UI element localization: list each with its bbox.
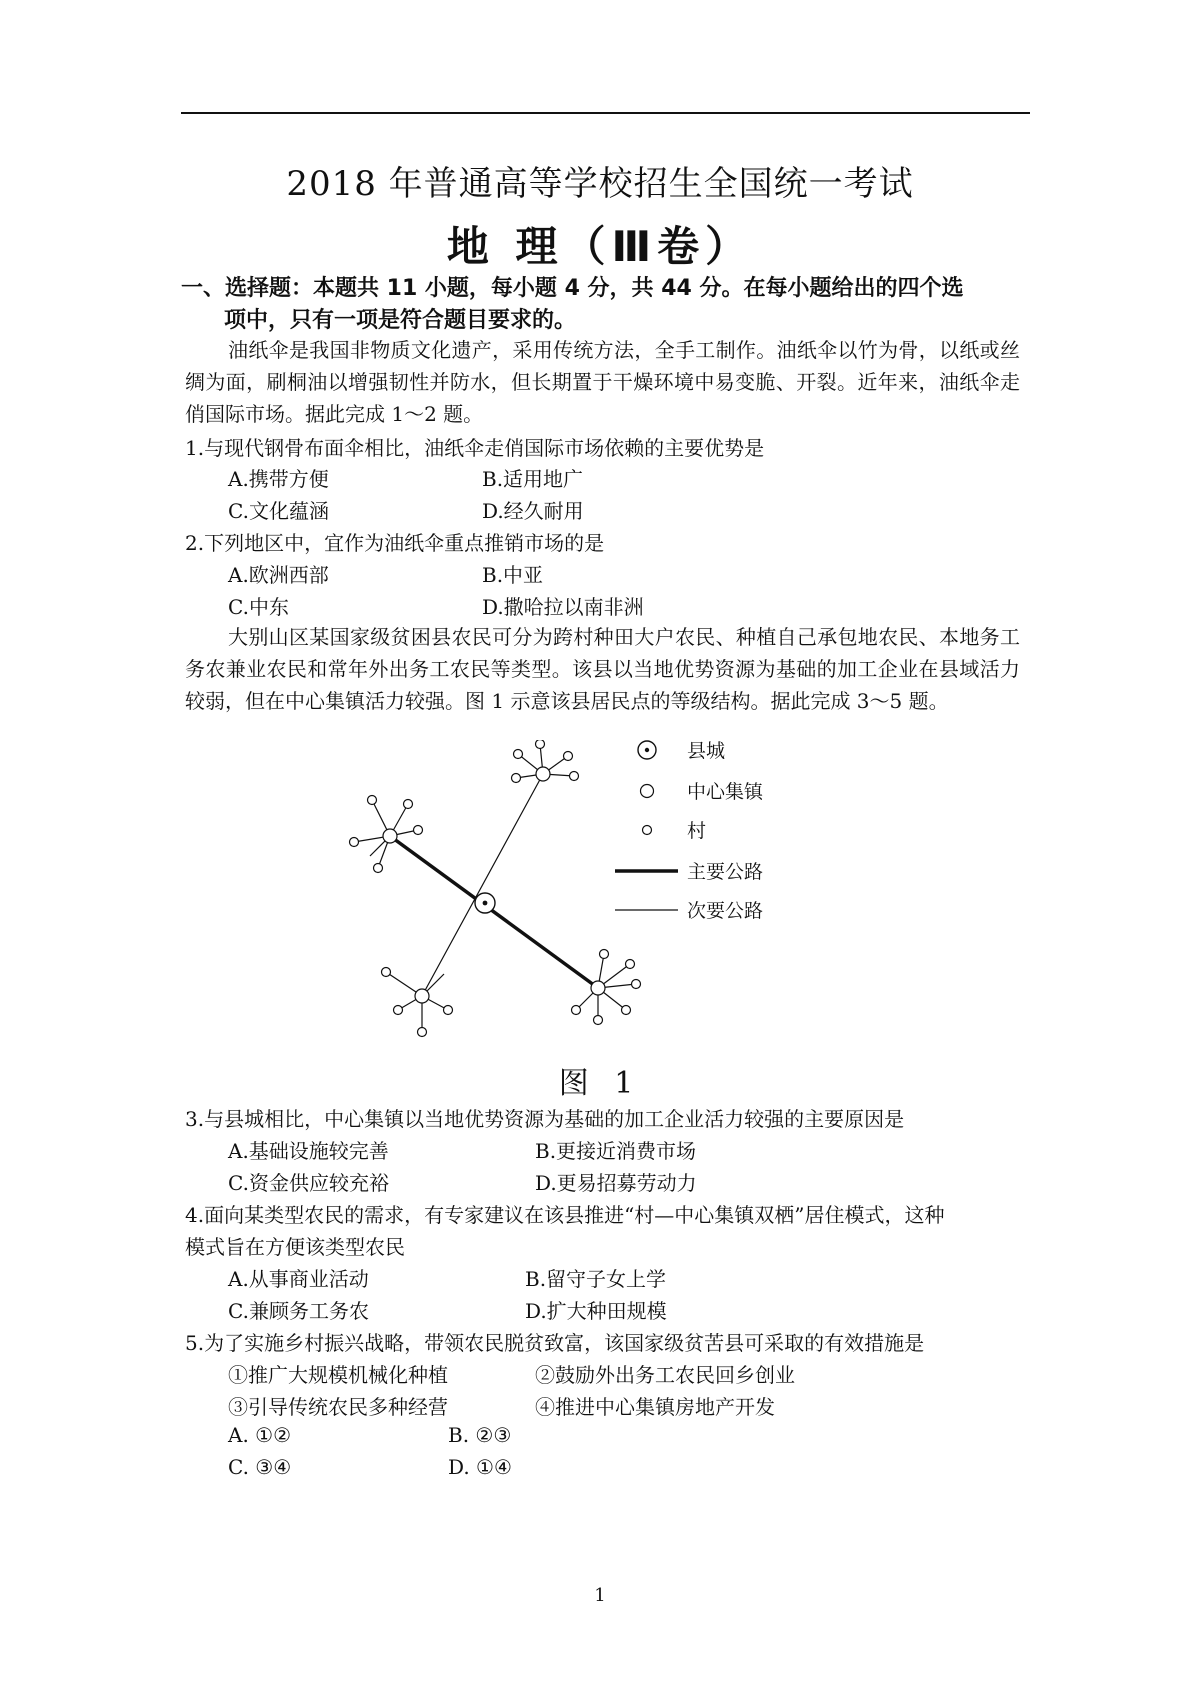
figure-caption: 图 1 xyxy=(558,1066,642,1101)
settlement-diagram xyxy=(340,740,860,1050)
q4-stem-line1: 4.面向某类型农民的需求，有专家建议在该县推进“村—中心集镇双栖”居住模式，这种 xyxy=(185,1203,945,1227)
q4-stem-line2: 模式旨在方便该类型农民 xyxy=(185,1235,405,1259)
q5-statement-3: ③引导传统农民多种经营 xyxy=(228,1395,448,1419)
section-heading-line1: 一、选择题：本题共 11 小题，每小题 4 分，共 44 分。在每小题给出的四个选 xyxy=(181,276,964,301)
town-cluster-north xyxy=(512,740,579,783)
town-north xyxy=(536,767,550,781)
passage-dabie: 大别山区某国家级贫困县农民可分为跨村种田大户农民、种植自己承包地农民、本地务工务农兼业农民和常年外出务工农民等类型。该县以当地优势资源为基础的加工企业在县域活力较弱，但在中心集镇活力较强。图 1 示意该县居民点的等级结构。据此完成 3～5 题。 xyxy=(185,625,1020,713)
legend-village-label: 村 xyxy=(687,820,707,842)
q5-statement-4: ④推进中心集镇房地产开发 xyxy=(535,1395,775,1419)
q4-option-c: C.兼顾务工务农 xyxy=(228,1299,369,1323)
secondary-road xyxy=(422,774,543,996)
q3-option-a: A.基础设施较完善 xyxy=(228,1139,389,1163)
town-south xyxy=(415,989,429,1003)
q2-stem: 2.下列地区中，宜作为油纸伞重点推销市场的是 xyxy=(185,531,605,555)
q3-stem: 3.与县城相比，中心集镇以当地优势资源为基础的加工企业活力较强的主要原因是 xyxy=(185,1107,905,1131)
q1-stem: 1.与现代钢骨布面伞相比，油纸伞走俏国际市场依赖的主要优势是 xyxy=(185,436,765,460)
subject-title: 地 理（Ⅲ卷） xyxy=(446,222,754,271)
section-heading-line2: 项中，只有一项是符合题目要求的。 xyxy=(224,308,577,333)
q5-option-b: B. ②③ xyxy=(448,1423,512,1447)
top-rule xyxy=(181,112,1030,114)
q1-option-a: A.携带方便 xyxy=(228,467,329,491)
q5-option-a: A. ①② xyxy=(228,1423,292,1447)
town-cluster-west xyxy=(350,796,423,873)
legend-secondary-road-label: 次要公路 xyxy=(687,900,764,922)
q5-option-c: C. ③④ xyxy=(228,1455,292,1479)
q5-stem: 5.为了实施乡村振兴战略，带领农民脱贫致富，该国家级贫苦县可采取的有效措施是 xyxy=(185,1331,925,1355)
main-road xyxy=(390,836,598,988)
q3-option-b: B.更接近消费市场 xyxy=(535,1139,697,1163)
legend-town-label: 中心集镇 xyxy=(687,781,764,803)
q5-statement-1: ①推广大规模机械化种植 xyxy=(228,1363,448,1387)
q3-option-c: C.资金供应较充裕 xyxy=(228,1171,389,1195)
q2-option-c: C.中东 xyxy=(228,595,289,619)
town-cluster-east xyxy=(572,950,641,1025)
q2-option-a: A.欧洲西部 xyxy=(228,563,329,587)
q1-option-d: D.经久耐用 xyxy=(482,499,584,523)
q4-option-a: A.从事商业活动 xyxy=(228,1267,369,1291)
q3-option-d: D.更易招募劳动力 xyxy=(535,1171,697,1195)
q2-option-d: D.撒哈拉以南非洲 xyxy=(482,595,644,619)
q5-option-d: D. ①④ xyxy=(448,1455,512,1479)
legend-main-road-label: 主要公路 xyxy=(687,861,764,883)
q4-option-d: D.扩大种田规模 xyxy=(525,1299,667,1323)
town-west xyxy=(383,829,397,843)
passage-umbrella: 油纸伞是我国非物质文化遗产，采用传统方法，全手工制作。油纸伞以竹为骨，以纸或丝绸为面，刷桐油以增强韧性并防水，但长期置于干燥环境中易变脆、开裂。近年来，油纸伞走俏国际市场。据此完成 1～2 题。 xyxy=(185,338,1020,426)
town-east xyxy=(591,981,605,995)
section-heading xyxy=(181,273,1031,337)
q1-option-c: C.文化蕴涵 xyxy=(228,499,329,523)
q2-option-b: B.中亚 xyxy=(482,563,544,587)
page-number: 1 xyxy=(594,1585,606,1606)
q4-option-b: B.留守子女上学 xyxy=(525,1267,667,1291)
legend-village-symbol xyxy=(643,826,652,835)
legend-town-symbol xyxy=(641,785,654,798)
county-seat xyxy=(475,893,495,913)
figure-settlement-hierarchy xyxy=(340,740,860,1050)
town-cluster-south xyxy=(382,968,453,1037)
exam-title: 2018 年普通高等学校招生全国统一考试 xyxy=(286,164,914,204)
legend xyxy=(615,741,678,910)
q5-statement-2: ②鼓励外出务工农民回乡创业 xyxy=(535,1363,795,1387)
q1-option-b: B.适用地广 xyxy=(482,467,584,491)
legend-county-label: 县城 xyxy=(687,740,726,762)
